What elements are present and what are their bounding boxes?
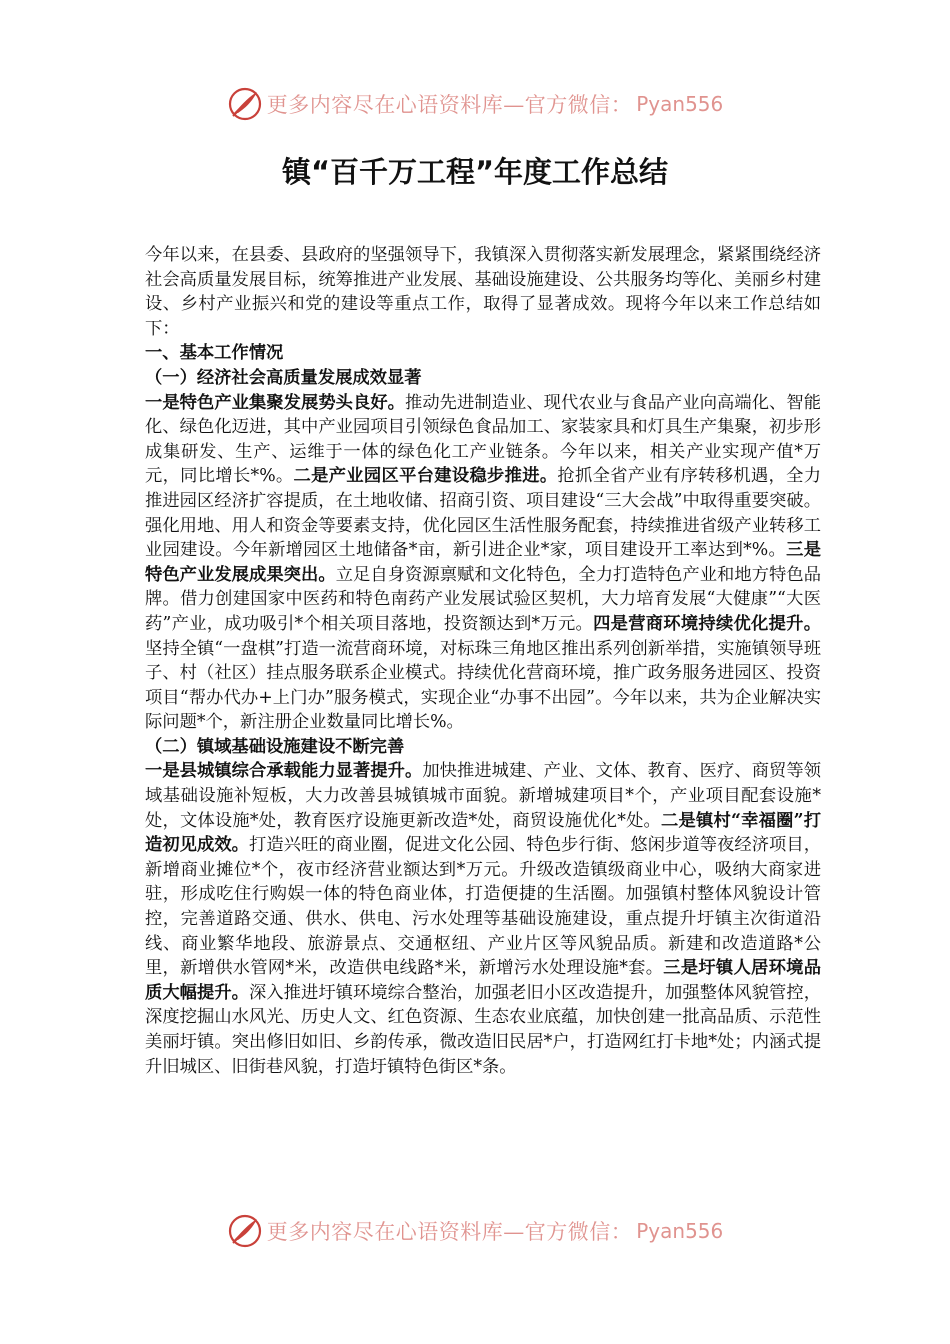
subsection-heading: （二）镇域基础设施建设不断完善 <box>145 736 405 757</box>
bold-lead: 一是特色产业集聚发展势头良好。 <box>145 392 406 413</box>
bold-lead: 三是圩镇人居环境品质大幅提升。 <box>145 958 821 1003</box>
paragraph-text: 打造兴旺的商业圈，促进文化公园、特色步行街、悠闲步道等夜经济项目，新增商业摊位*个，夜市经济营业额达到*万元。升级改造镇级商业中心，吸纳大商家进驻，形成吃住行购娱一体的特色商业体，打造便捷的生活圈。加强镇村整体风貌设计管控，完善道路交通、供水、供电、污水处理等基础设施建设，重点提升圩镇主次街道沿线、商业繁华地段、旅游景点、交通枢纽、产业片区等风貌品质。新建和改造道路*公里，新增供水管网*米，改造供电线路*米，新增污水处理设施*套。 <box>145 835 821 979</box>
bold-lead: 四是营商环境持续优化提升。 <box>593 613 821 634</box>
paragraph <box>145 391 821 735</box>
quill-logo-icon <box>227 1213 263 1249</box>
section-heading: 一、基本工作情况 <box>145 343 284 364</box>
paragraph-text: 坚持全镇“一盘棋”打造一流营商环境，对标珠三角地区推出系列创新举措，实施镇领导班子、村（社区）挂点服务联系企业模式。持续优化营商环境，推广政务服务进园区、投资项目“帮办代办+上门办”服务模式，实现企业“办事不出园”。今年以来，共为企业解决实际问题*个，新注册企业数量同比增长%。 <box>145 638 821 733</box>
bold-lead: 二是镇村“幸福圈”打造初见成效。 <box>145 810 821 856</box>
subsection-heading: （一）经济社会高质量发展成效显著 <box>145 367 422 388</box>
watermark-text: 更多内容尽在心语资料库—官方微信： <box>266 1220 633 1244</box>
paragraph-text: 加快推进城建、产业、文体、教育、医疗、商贸等领域基础设施补短板，大力改善县城镇城市面貌。新增城建项目*个，产业项目配套设施*处，文体设施*处，教育医疗设施更新改造*处，商贸设施优化*处。 <box>145 761 821 831</box>
paragraph-text: 立足自身资源禀赋和文化特色，全力打造特色产业和地方特色品牌。借力创建国家中医药和特色南药产业发展试验区契机，大力培育发展“大健康”“大医药”产业，成功吸引*个相关项目落地，投资额达到*万元。 <box>145 564 821 634</box>
page-title: 镇“百千万工程”年度工作总结 <box>281 155 669 189</box>
bold-lead: 一是县城镇综合承载能力显著提升。 <box>145 761 423 782</box>
watermark-footer <box>0 1211 950 1251</box>
paragraph-text: 抢抓全省产业有序转移机遇，全力推进园区经济扩容提质，在土地收储、招商引资、项目建设“三大会战”中取得重要突破。强化用地、用人和资金等要素支持，优化园区生活性服务配套，持续推进省级产业转移工业园建设。今年新增园区土地储备*亩，新引进企业*家，项目建设开工率达到*%。 <box>145 466 821 561</box>
document-body <box>145 243 821 1079</box>
watermark-id: Pyan556 <box>636 92 724 116</box>
watermark-text: 更多内容尽在心语资料库—官方微信： <box>266 93 633 117</box>
paragraph <box>145 759 821 1079</box>
paragraph-text: 深入推进圩镇环境综合整治，加强老旧小区改造提升，加强整体风貌管控，深度挖掘山水风光、历史人文、红色资源、生态农业底蕴，加快创建一批高品质、示范性美丽圩镇。突出修旧如旧、乡韵传承，微改造旧民居*户，打造网红打卡地*处；内涵式提升旧城区、旧街巷风貌，打造圩镇特色街区*条。 <box>145 982 821 1077</box>
paragraph-text: 推动先进制造业、现代农业与食品产业向高端化、智能化、绿色化迈进，其中产业园项目引领绿色食品加工、家装家具和灯具生产集聚，初步形成集研发、生产、运维于一体的绿色化工产业链条。今年以来，相关产业实现产值*万元，同比增长*%。 <box>145 392 821 487</box>
intro-paragraph: 今年以来，在县委、县政府的坚强领导下，我镇深入贯彻落实新发展理念，紧紧围绕经济社会高质量发展目标，统筹推进产业发展、基础设施建设、公共服务均等化、美丽乡村建设、乡村产业振兴和党的建设等重点工作，取得了显著成效。现将今年以来工作总结如下： <box>145 245 821 339</box>
watermark-header <box>0 84 950 124</box>
quill-logo-icon <box>227 86 263 122</box>
bold-lead: 三是特色产业发展成果突出。 <box>145 540 821 585</box>
watermark-id: Pyan556 <box>636 1219 724 1243</box>
bold-lead: 二是产业园区平台建设稳步推进。 <box>293 466 558 487</box>
